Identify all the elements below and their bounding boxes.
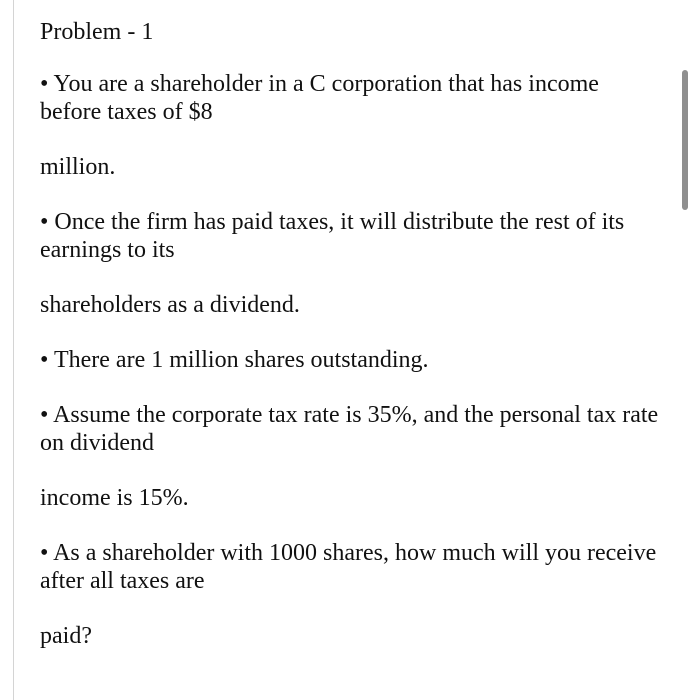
paragraph-4: shareholders as a dividend. [40,292,300,318]
paragraph-5: • There are 1 million shares outstanding. [40,347,429,373]
paragraph-7: income is 15%. [40,485,189,511]
paragraph-8: • As a shareholder with 1000 shares, how much will you receive after all taxes are [40,540,657,594]
paragraph-3: • Once the firm has paid taxes, it will distribute the rest of its earnings to its [40,209,625,263]
paragraph-6: • Assume the corporate tax rate is 35%, and the personal tax rate on dividend [40,402,659,456]
document-content [40,16,660,677]
paragraph-2: million. [40,154,116,180]
vertical-scrollbar[interactable] [682,70,688,210]
paragraph-9: paid? [40,623,92,649]
paragraph-1: • You are a shareholder in a C corporation that has income before taxes of $8 [40,71,599,125]
problem-title: Problem - 1 [40,19,154,45]
